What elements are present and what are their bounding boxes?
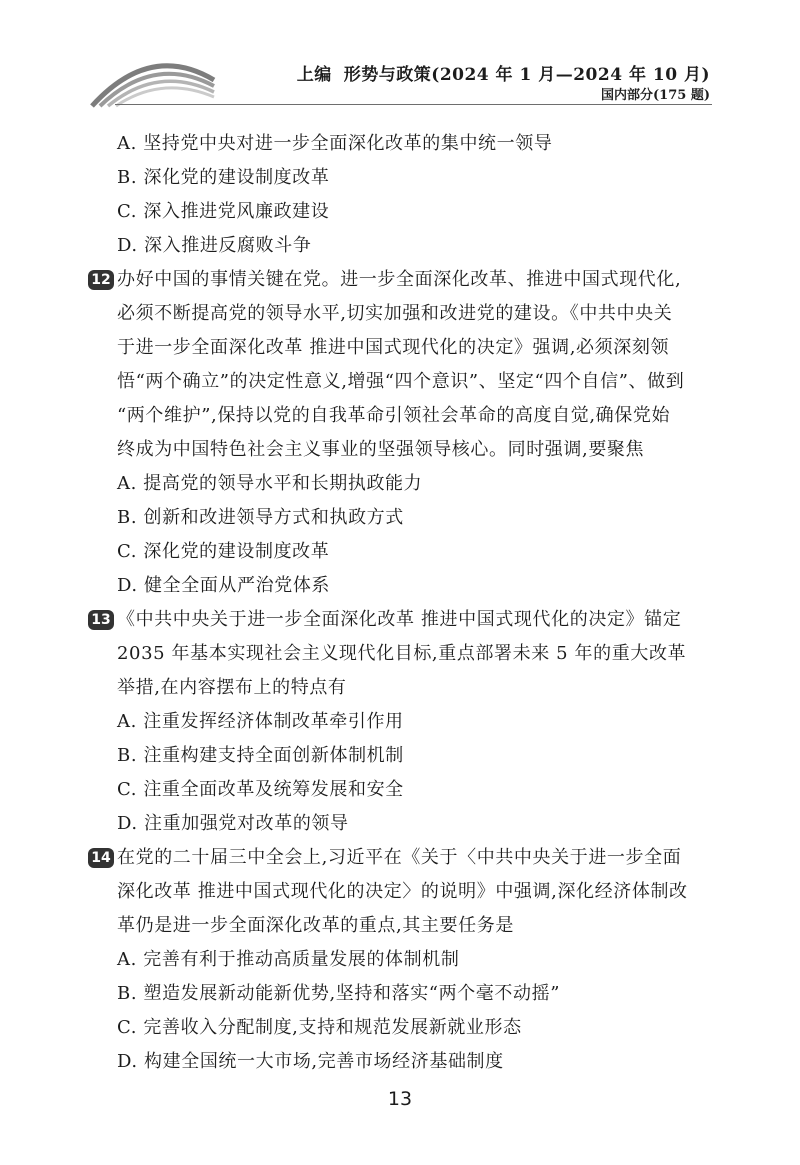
q12-stem-line-6: 终成为中国特色社会主义事业的坚强领导核心。同时强调,要聚焦	[117, 439, 645, 460]
question-content	[87, 127, 727, 1079]
q13-stem-line-1: 13 《中共中央关于进一步全面深化改革 推进中国式现代化的决定》锚定	[87, 603, 727, 637]
q12-stem-line-1: 12 办好中国的事情关键在党。进一步全面深化改革、推进中国式现代化,	[87, 263, 727, 297]
q11-option-d: D. 深入推进反腐败斗争	[117, 235, 312, 256]
header-subtitle: 国内部分(175 题)	[601, 88, 710, 103]
q12-stem-line-5: “两个维护”,保持以党的自我革命引领社会革命的高度自觉,确保党始	[117, 405, 671, 426]
q13-option-d: D. 注重加强党对改革的领导	[117, 813, 349, 834]
q14-stem-line-2: 深化改革 推进中国式现代化的决定〉的说明》中强调,深化经济体制改	[117, 881, 688, 902]
q11-option-b: B. 深化党的建设制度改革	[117, 167, 330, 188]
q14-option-c: C. 完善收入分配制度,支持和规范发展新就业形态	[117, 1017, 522, 1038]
q13-option-a: A. 注重发挥经济体制改革牵引作用	[117, 711, 404, 732]
q14-stem-line-3: 革仍是进一步全面深化改革的重点,其主要任务是	[117, 915, 514, 936]
q12-option-a: A. 提高党的领导水平和长期执政能力	[117, 473, 423, 494]
question-number-badge: 13	[88, 610, 114, 630]
q13-stem-line-2: 2035 年基本实现社会主义现代化目标,重点部署未来 5 年的重大改革	[117, 643, 687, 664]
q14-option-b: B. 塑造发展新动能新优势,坚持和落实“两个毫不动摇”	[117, 983, 560, 1004]
page-number: 13	[387, 1088, 413, 1110]
header-divider	[115, 104, 712, 105]
q12-option-c: C. 深化党的建设制度改革	[117, 541, 330, 562]
q14-option-d: D. 构建全国统一大市场,完善市场经济基础制度	[117, 1051, 504, 1072]
q12-stem-line-3: 于进一步全面深化改革 推进中国式现代化的决定》强调,必须深刻领	[117, 337, 670, 358]
q12-option-b: B. 创新和改进领导方式和执政方式	[117, 507, 404, 528]
question-number-badge: 14	[88, 848, 114, 868]
q11-option-c: C. 深入推进党风廉政建设	[117, 201, 330, 222]
page-header	[0, 0, 800, 120]
q13-option-c: C. 注重全面改革及统筹发展和安全	[117, 779, 404, 800]
q11-option-a: A. 坚持党中央对进一步全面深化改革的集中统一领导	[117, 133, 553, 154]
q12-stem-line-2: 必须不断提高党的领导水平,切实加强和改进党的建设。《中共中央关	[117, 303, 673, 324]
q14-option-a: A. 完善有利于推动高质量发展的体制机制	[117, 949, 460, 970]
arc-logo-icon	[88, 46, 218, 108]
q12-stem-line-4: 悟“两个确立”的决定性意义,增强“四个意识”、坚定“四个自信”、做到	[117, 371, 685, 392]
header-title	[297, 60, 710, 85]
q12-option-d: D. 健全全面从严治党体系	[117, 575, 331, 596]
chapter-title: 形势与政策(2024 年 1 月—2024 年 10 月)	[343, 65, 710, 85]
q13-stem-line-3: 举措,在内容摆布上的特点有	[117, 677, 347, 698]
q13-option-b: B. 注重构建支持全面创新体制机制	[117, 745, 404, 766]
question-number-badge: 12	[88, 270, 114, 290]
section-label: 上编	[296, 65, 332, 85]
q14-stem-line-1: 14 在党的二十届三中全会上,习近平在《关于〈中共中央关于进一步全面	[87, 841, 727, 875]
